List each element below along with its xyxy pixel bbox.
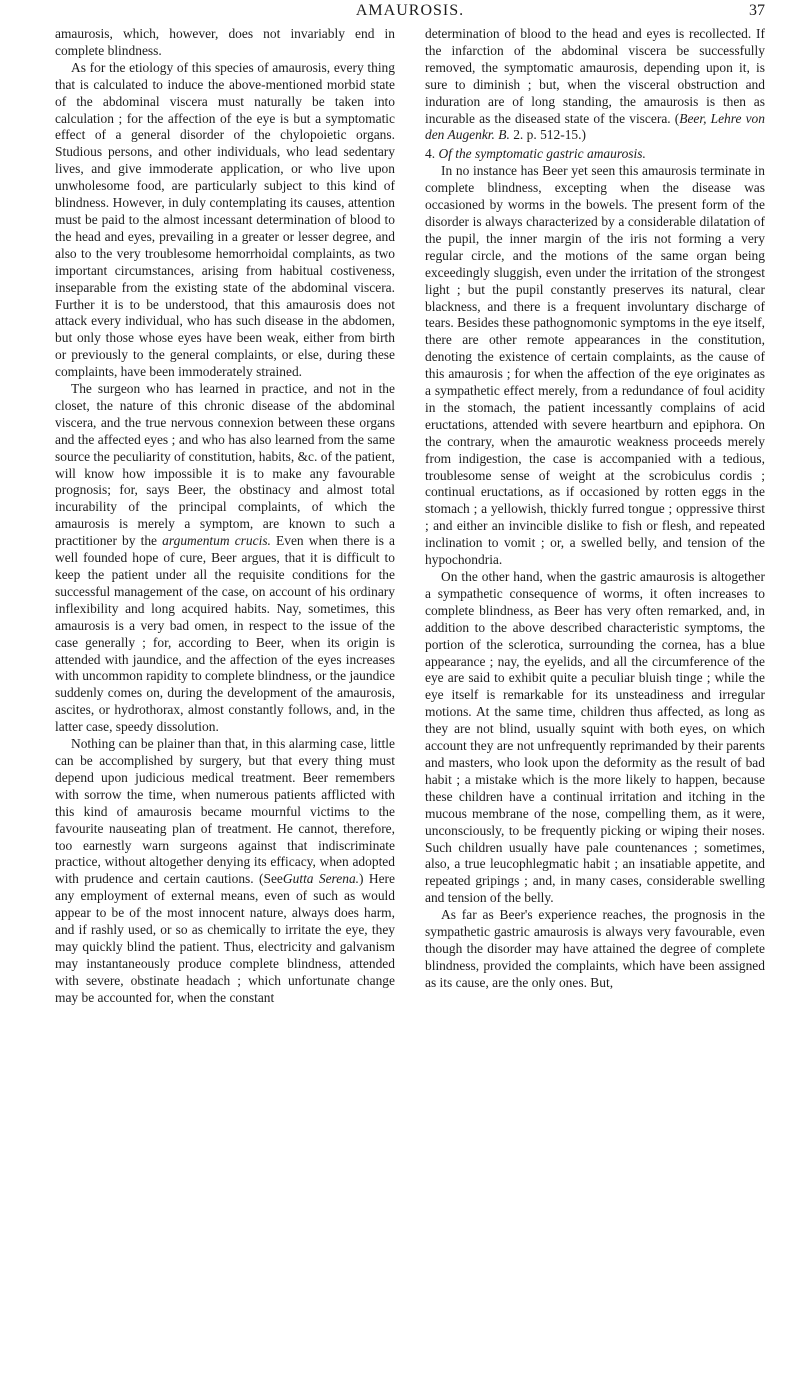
- paragraph-worms: On the other hand, when the gastric amaurosis is altogether a sympathetic consequence of worms, it often increases to complete blindness, as Beer has very often remarked, and, in addition to the above described characteristic symptoms, the portion of the sclerotica, surrounding the cornea, has a blue appearance ; nay, the eyelids, and all the circumference of the eye are said to exhibit quite a peculiar bluish tinge ; while the eye itself is remarkable for its unsteadiness and irregular motions. At the same time, children thus affected, as long as they are not blind, usually squint with both eyes, on which account they are not unfrequently reprimanded by their parents and masters, who look upon the deformity as the result of bad habit ; a mistake which is the more likely to happen, because these children have a continual irritation and itching in the mucous membrane of the nose, compelling them, as it were, unconsciously, to be frequently picking or wiping their noses. Such children usually have pale countenances ; sometimes, also, a true leucophlegmatic habit ; an insatiable appetite, and repeated gripings ; and, in many cases, considerable swelling and tension of the belly.: [425, 569, 765, 906]
- citation-page: 2. p. 512-15.): [513, 127, 586, 143]
- running-title: AMAUROSIS.: [355, 2, 465, 19]
- paragraph-etiology: As for the etiology of this species of amaurosis, every thing that is calculated to induce the above-mentioned morbid state of the abdominal viscera must naturally be taken into calculation ; for the affection of the eye is but a symptomatic effect of a general disorder of the chylopoietic organs. Studious persons, and other individuals, who lead sedentary lives, and give immoderate application, or who live upon unwholesome food, are particularly subject to this kind of blindness. However, in duly contemplating its causes, attention must be paid to the almost incessant determination of blood to the head and eyes, prevailing in a greater or lesser degree, and also to the very troublesome hemorrhoidal complaints, as two important circumstances, arising from habitual costiveness, inseparable from the existing state of the abdominal viscera. Further it is to be understood, that this amaurosis does not attack every individual, who has such disease in the abdomen, but only those whose eyes have been weak, either from birth or previously to the general complaints, or else, during these complaints, have been immoderately strained.: [55, 59, 395, 380]
- cross-reference: [259, 871, 364, 886]
- paragraph-treatment: [55, 736, 395, 1007]
- page-header: [55, 0, 765, 28]
- right-column: [425, 26, 765, 1376]
- paragraph-prognosis: [55, 381, 395, 736]
- paragraph-continuation: [425, 26, 765, 144]
- section-heading: [425, 146, 765, 163]
- section-number: 4.: [425, 146, 436, 162]
- paragraph-text: Here any employment of external means, even of such as would appear to be of the most innocent nature, always does harm, and if rashly used, or so as chemically to irritate the eye, they may quickly blind the patient. Thus, electricity and galvanism may instantaneously produce complete blindness, attended with severe, obstinate headach ; which unfortunate change may be accounted for, when the constant: [55, 871, 395, 1005]
- ref-title: Gutta Serena.: [282, 871, 360, 887]
- citation-open: (: [674, 110, 680, 126]
- paragraph-text: Nothing can be plainer than that, in this alarming case, little can be accomplished by surgery, but that every thing must depend upon judicious medical treatment. Beer remembers with sorrow the time, when numerous patients afflicted with this kind of amaurosis became mournful victims to the favourite nauseating plan of treatment. He cannot, therefore, too earnestly warn surgeons against that indiscriminate practice, without altogether denying its efficacy, when adopted with prudence and certain cautions.: [55, 736, 395, 887]
- paragraph-gastric-prognosis: As far as Beer's experience reaches, the prognosis in the sympathetic gastric amaurosis is always very favourable, even though the disorder may have attained the degree of complete blindness, provided the complaints, which have been assigned as its cause, are the only ones. But,: [425, 907, 765, 990]
- paragraph-text: determination of blood to the head and eyes is recollected. If the infarction of the abdominal viscera be successfully removed, the symptomatic amaurosis, depending upon it, is sure to diminish ; but, when the visceral obstruction and induration are of long standing, the amaurosis is then as incurable as the diseased state of the viscera.: [425, 26, 765, 126]
- page-number: 37: [749, 2, 765, 19]
- paragraph-text: The surgeon who has learned in practice, and not in the closet, the nature of this chronic disease of the abdominal viscera, and the true nervous connexion between these organs and the affected eyes ; and who has also learned from the same source the peculiarity of constitution, habits, &c. of the patient, will know how impossible it is to make any favourable prognosis; for, says Beer, the obstinacy and almost total incurability of the principal complaints, of which the amaurosis is merely a symptom, are known to such a practitioner by the: [55, 381, 395, 549]
- text-columns: [55, 26, 765, 1376]
- ref-close: ): [359, 871, 364, 887]
- paragraph-symptoms: In no instance has Beer yet seen this amaurosis terminate in complete blindness, excepting when the disease was occasioned by worms in the bowels. The present form of the disorder is always characterized by a considerable dilatation of the pupil, the inner margin of the iris not forming a very regular circle, and the motions of the same organ being exceedingly sluggish, even under the irritation of the strongest light ; but the pupil constantly preserves its natural, clear blackness, and there is a frequent involuntary discharge of tears. Besides these pathognomonic symptoms in the eye itself, there are other remote appearances in the constitution, denoting the existence of certain complaints, as the cause of this amaurosis ; for when the affection of the eye originates as a sympathetic effect merely, from a redundance of foul acidity in the stomach, the patient incessantly complains of acid eructations, attended with severe heartburn and epiphora. On the contrary, when the amaurotic weakness proceeds merely from indigestion, the case is accompanied with a tedious, troublesome sense of weight at the scrobiculus cordis ; continual eructations, as if occasioned by rotten eggs in the stomach ; a yellowish, thickly furred tongue ; oppressive thirst ; and either an invincible dislike to fish or flesh, and repeated inclination to vomit ; or, a swelled belly, and tension of the hypochondria.: [425, 163, 765, 568]
- paragraph-continuation: amaurosis, which, however, does not invariably end in complete blindness.: [55, 26, 395, 58]
- section-title: Of the symptomatic gastric amaurosis.: [438, 146, 646, 162]
- latin-phrase: argumentum crucis.: [162, 533, 271, 549]
- paragraph-text: Even when there is a well founded hope of cure, Beer argues, that it is difficult to keep the patient under all the requisite conditions for the successful management of the case, on account of his ordinary inflexibility and long acquired habits. Nay, sometimes, this amaurosis is a very bad omen, in respect to the issue of the case generally ; for, according to Beer, when its origin is attended with jaundice, and the affection of the eyes increases with uncommon rapidity to complete blindness, or the jaundice suddenly comes on, during the development of the amaurosis, ascites, or hydrothorax, almost constantly follows, and, in the latter case, speedy dissolution.: [55, 533, 396, 735]
- left-column: [55, 26, 395, 1376]
- citation-source: Beer, Lehre von den Augenkr. B.: [425, 110, 765, 143]
- ref-open: (See: [259, 871, 283, 887]
